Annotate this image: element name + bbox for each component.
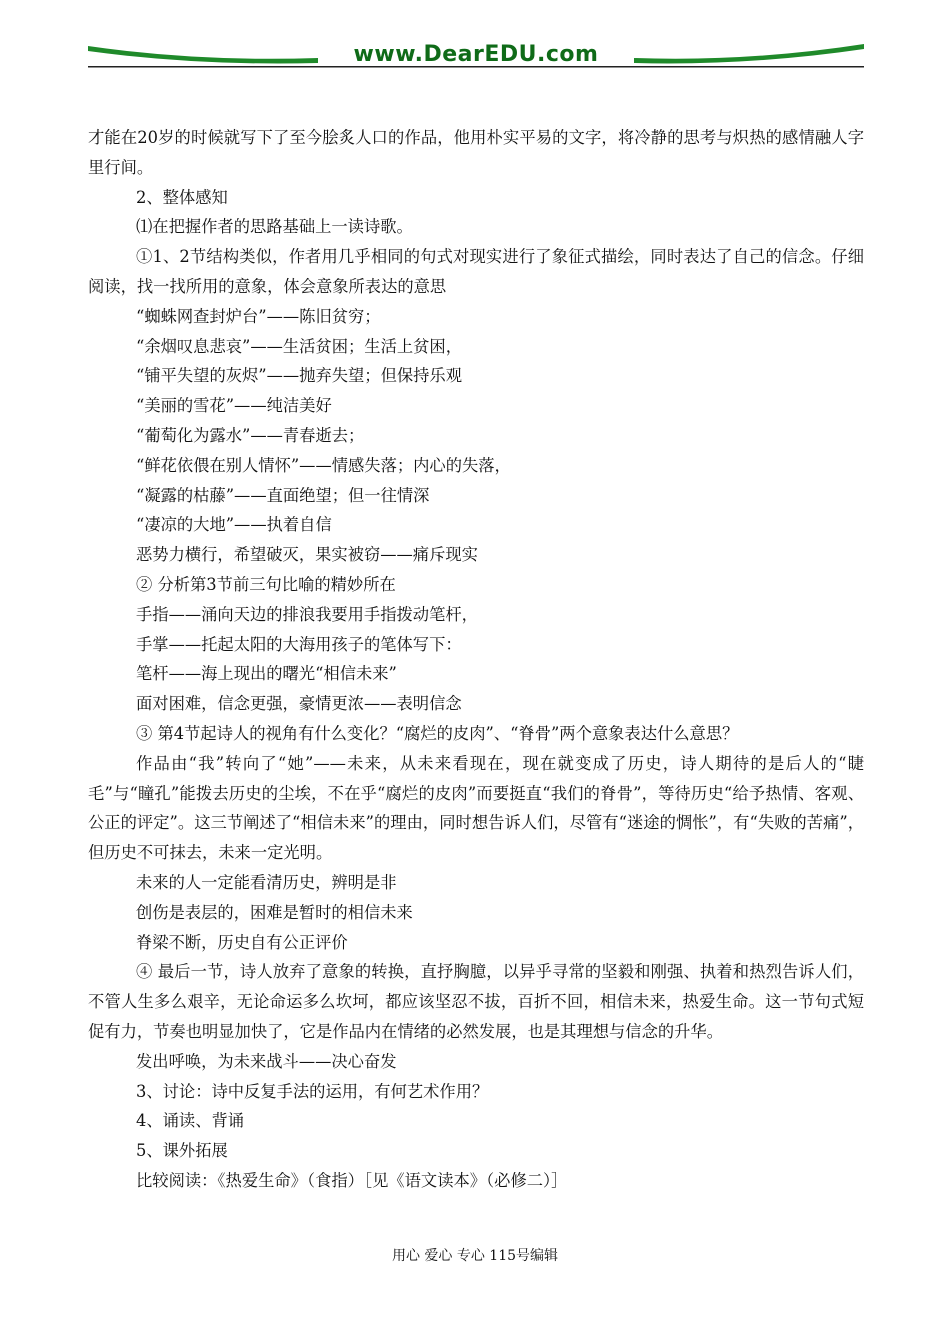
paragraph: 笔杆——海上现出的曙光“相信未来”	[136, 664, 397, 684]
paragraph: “凝露的枯藤”——直面绝望；但一往情深	[136, 485, 430, 505]
paragraph: 3、讨论：诗中反复手法的运用，有何艺术作用？	[136, 1081, 489, 1101]
paragraph: 恶势力横行，希望破灭，果实被窃——痛斥现实	[136, 545, 478, 565]
paragraph: ⑴在把握作者的思路基础上一读诗歌。	[136, 217, 413, 237]
paragraph: 发出呼唤，为未来战斗——决心奋发	[136, 1051, 397, 1071]
paragraph: “美丽的雪花”——纯洁美好	[136, 396, 332, 416]
paragraph: “葡萄化为露水”——青春逝去；	[136, 425, 365, 445]
paragraph: 2、整体感知	[136, 187, 228, 207]
paragraph: ③ 第4节起诗人的视角有什么变化？“腐烂的皮肉”、“脊骨”两个意象表达什么意思？	[136, 723, 739, 743]
paragraph: 5、课外拓展	[136, 1141, 228, 1161]
paragraph: 手掌——托起太阳的大海用孩子的笔体写下：	[136, 634, 462, 654]
paragraph: 创伤是表层的，困难是暂时的相信未来	[136, 902, 413, 922]
paragraph: ④ 最后一节，诗人放弃了意象的转换，直抒胸臆，以异乎寻常的坚毅和刚强、执着和热烈告诉人们，不管人生多么艰辛，无论命运多么坎坷，都应该坚忍不拔，百折不回，相信未来，热爱生命。这一节句式短促有力，节奏也明显加快了，它是作品内在情绪的必然发展，也是其理想与信念的升华。	[88, 962, 864, 1041]
paragraph: 脊梁不断，历史自有公正评价	[136, 932, 348, 952]
document-body	[88, 123, 864, 1196]
paragraph: “凄凉的大地”——执着自信	[136, 515, 332, 535]
paragraph: ①1、2节结构类似，作者用几乎相同的句式对现实进行了象征式描绘，同时表达了自己的信念。仔细阅读，找一找所用的意象，体会意象所表达的意思	[88, 247, 864, 296]
paragraph: “蜘蛛网查封炉台”——陈旧贫穷；	[136, 306, 381, 326]
paragraph: “余烟叹息悲哀”——生活贫困；生活上贫困，	[136, 336, 462, 356]
paragraph: 作品由“我”转向了“她”——未来，从未来看现在，现在就变成了历史，诗人期待的是后人的“睫毛”与“瞳孔”能拨去历史的尘埃，不在乎“腐烂的皮肉”而要挺直“我们的脊骨”，等待历史“给予热情、客观、公正的评定”。这三节阐述了“相信未来”的理由，同时想告诉人们，尽管有“迷途的惆怅”，有“失败的苦痛”，但历史不可抹去，未来一定光明。	[88, 753, 864, 863]
paragraph: 手指——涌向天边的排浪我要用手指拨动笔杆，	[136, 604, 478, 624]
paragraph: 未来的人一定能看清历史，辨明是非	[136, 872, 397, 892]
page-footer: 用心 爱心 专心 115号编辑	[391, 1248, 559, 1264]
paragraph: “铺平失望的灰烬”——抛弃失望；但保持乐观	[136, 366, 462, 386]
paragraph: 才能在20岁的时候就写下了至今脍炙人口的作品，他用朴实平易的文字，将冷静的思考与炽热的感情融人字里行间。	[88, 128, 864, 177]
paragraph: 面对困难，信念更强，豪情更浓——表明信念	[136, 694, 462, 714]
paragraph: “鲜花依偎在别人情怀”——情感失落；内心的失落，	[136, 455, 511, 475]
site-logo: www.DearEDU.com	[353, 42, 599, 67]
page-header	[88, 38, 864, 74]
paragraph: 比较阅读：《热爱生命》（食指）［见《语文读本》（必修二）］	[136, 1170, 568, 1190]
paragraph: 4、诵读、背诵	[136, 1111, 245, 1131]
paragraph: ② 分析第3节前三句比喻的精妙所在	[136, 574, 396, 594]
